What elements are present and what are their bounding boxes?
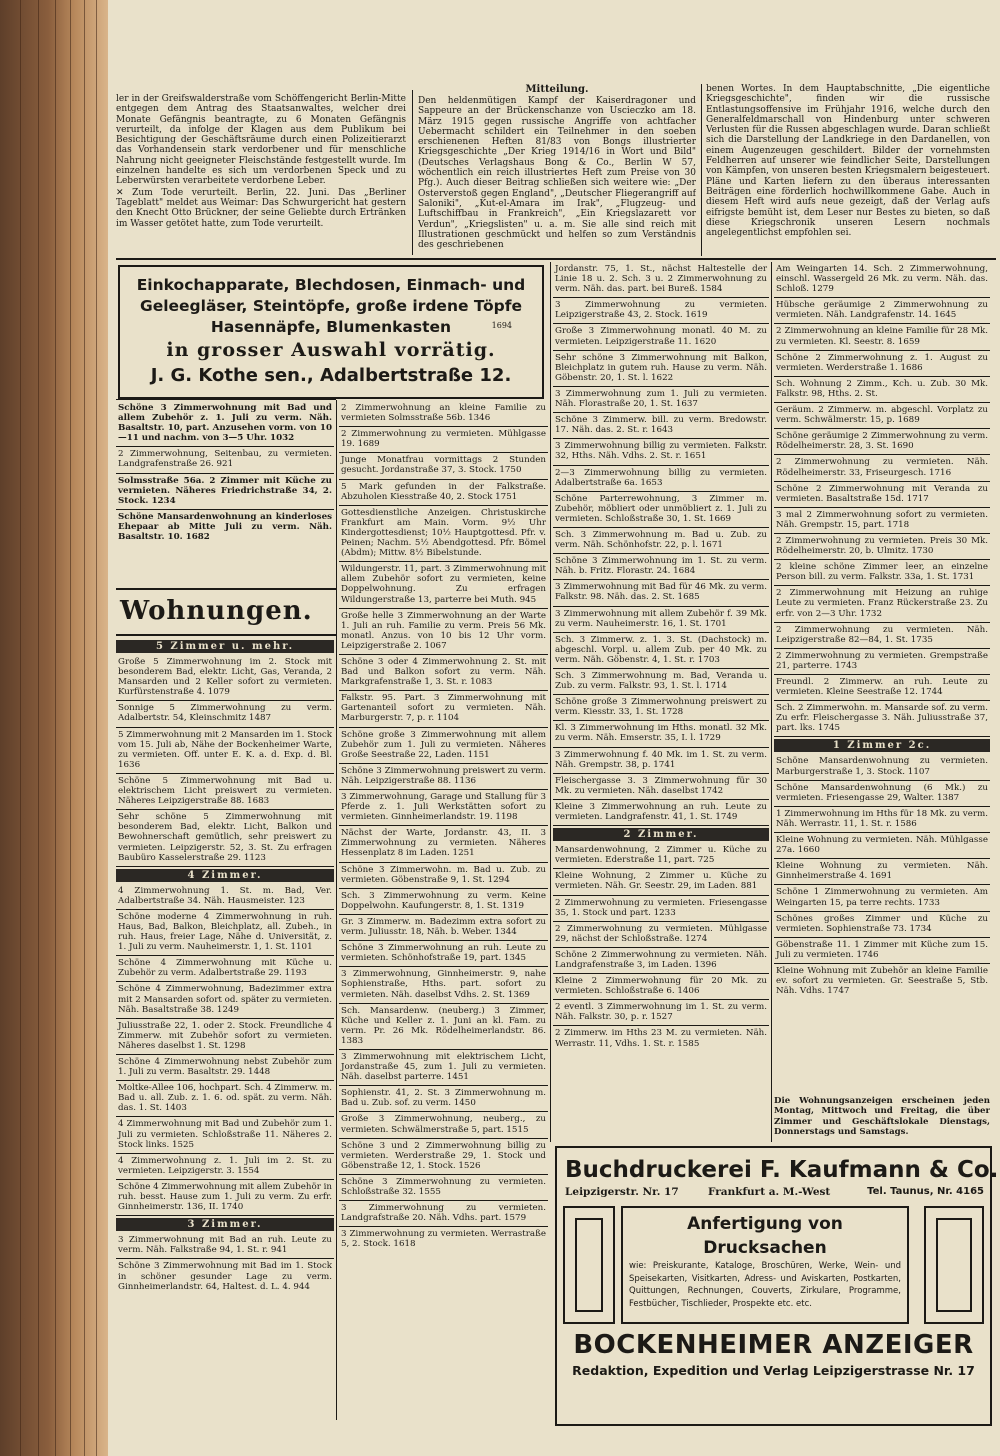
listing-entry: Junge Monatfrau vormittags 2 Stunden gesucht. Jordanstraße 37, 3. Stock. 1750	[339, 453, 548, 479]
listing-entry: 5 Zimmerwohnung mit 2 Mansarden im 1. Stock vom 15. Juli ab, Nähe der Bockenheimer Warte, zu vermieten. Off. unter E. K. a. d. Exp. d. Bl. 1636	[116, 728, 334, 774]
article-col-3	[706, 84, 990, 254]
listing-entry: Sch. 3 Zimmerw. z. 1. 3. St. (Dachstock) m. abgeschl. Vorpl. u. allem Zub. per 40 Mk. zu verm. Näh. Göbenstr. 4, 1. St. r. 1703	[553, 633, 769, 669]
listing-entry: 3 Zimmerwohnung zu vermieten. Werrastraße 5, 2. Stock. 1618	[341, 1229, 546, 1250]
kaufmann-city: Frankfurt a. M.-West	[708, 1186, 831, 1198]
publication-notice	[774, 1096, 990, 1140]
listing-entry: Sonnige 5 Zimmerwohnung zu verm. Adalbertstr. 54, Kleinschmitz 1487	[116, 701, 334, 727]
listing-entry: 2 Zimmerwohnung zu vermieten. Mühlgasse 29, nächst der Schloßstraße. 1274	[553, 922, 769, 948]
listing-entry: Schöne 4 Zimmerwohnung mit allem Zubehör in ruh. besst. Hause zum 1. Juli zu verm. Zu erfr. Ginnheimerstr. 136, II. 1740	[116, 1180, 334, 1216]
newspaper-footer: Redaktion, Expedition und Verlag Leipzigerstrasse Nr. 17	[572, 1363, 975, 1378]
section-bar: 1 Zimmer 2c.	[774, 739, 990, 752]
listing-entry: Kleine 3 Zimmerwohnung an ruh. Leute zu vermieten. Landgrafenstr. 41, 1. St. 1749	[553, 800, 769, 826]
listing-entry: 3 Zimmerwohnung zum 1. Juli zu vermieten. Näh. Florastraße 20, 1. St. 1637	[553, 387, 769, 413]
listing-entry: Schöne 3 Zimmerwohnung im 1. St. zu verm. Näh. b. Fritz. Florastr. 24. 1684	[553, 554, 769, 580]
kothe-line-3: Hasennäpfe, Blumenkasten	[210, 318, 452, 336]
listing-entry: 4 Zimmerwohnung mit Bad und Zubehör zum 1. Juli zu vermieten. Schloßstraße 11. Näheres 2. Stock links. 1525	[116, 1117, 334, 1153]
listing-entry: Kleine Wohnung, 2 Zimmer u. Küche zu vermieten. Näh. Gr. Seestr. 29, im Laden. 881	[553, 869, 769, 895]
notice-text: Die Wohnungsanzeigen erscheinen jeden Montag, Mittwoch und Freitag, die über Zimmer und Geschäftslokale Dienstags, Donnerstags und Samstags.	[774, 1096, 990, 1137]
listing-entry: Schöne 3 Zimmerwohnung mit Bad im 1. Stock in schöner gesunder Lage zu verm. Ginnheimerlandstr. 64, Haltest. d. L. 4. 944	[118, 1261, 332, 1292]
kothe-ad	[118, 265, 544, 399]
listing-entry: Schöne 2 Zimmerwohnung zu vermieten. Näh. Landgrafenstraße 3, im Laden. 1396	[553, 948, 769, 974]
listing-entry: Schöne 4 Zimmerwohnung nebst Zubehör zum 1. Juli zu verm. Basaltstr. 29. 1448	[116, 1055, 334, 1081]
book-binding	[0, 0, 108, 1456]
listing-entry: Schöne Mansardenwohnung (6 Mk.) zu vermieten. Friesengasse 29, Walter. 1387	[774, 781, 990, 807]
listing-entry: Moltke-Allee 106, hochpart. Sch. 4 Zimmerw. m. Bad u. all. Zub. z. 1. 6. od. spät. zu verm. Näh. das. 1. St. 1403	[116, 1081, 334, 1117]
listing-entry: 2 Zimmerwohnung zu vermieten. Mühlgasse 19. 1689	[339, 427, 548, 453]
drucksachen-heading: Anfertigung von Drucksachen	[687, 1214, 843, 1258]
listing-entry: 2 kleine schöne Zimmer leer, an einzelne Person bill. zu verm. Falkstr. 33a, 1. St. 1731	[774, 560, 990, 586]
section-bar: 4 Zimmer.	[116, 869, 334, 882]
print-block	[563, 1206, 984, 1328]
listing-entry: Sophienstr. 41, 2. St. 3 Zimmerwohnung m. Bad u. Zub. sof. zu verm. 1450	[339, 1086, 548, 1112]
listing-entry: Nächst der Warte, Jordanstr. 43, II. 3 Zimmerwohnung zu vermieten. Näheres Hessenplatz 8 im Laden. 1251	[339, 826, 548, 862]
listing-entry: Schöne 3 Zimmerwohnung preiswert zu verm. Näh. Leipzigerstraße 88. 1136	[339, 764, 548, 790]
listing-entry: 3 Zimmerwohnung billig zu vermieten. Falkstr. 32, Hths. Näh. Vdhs. 2. St. r. 1651	[553, 439, 769, 465]
listing-entry: 4 Zimmerwohnung 1. St. m. Bad, Ver. Adalbertstraße 34. Näh. Hausmeister. 123	[116, 884, 334, 910]
listing-entry: Sch. 2 Zimmerwohn. m. Mansarde sof. zu verm. Zu erfr. Fleischergasse 3. Näh. Juliusstraße 37, part. lks. 1745	[774, 701, 990, 737]
listing-entry: 3 Zimmerwohnung mit Bad an ruh. Leute zu verm. Näh. Falkstraße 94, 1. St. r. 941	[116, 1233, 334, 1259]
listing-entry: Schöne 5 Zimmerwohnung mit Bad u. elektrischem Licht preiswert zu vermieten. Näheres Leipzigerstraße 88. 1683	[116, 774, 334, 810]
article-paragraph: Den heldenmütigen Kampf der Kaiserdragoner und Sappeure an der Brückenschanze von Uscieczko am 18. März 1915 gegen russische Angriffe von achtfacher Uebermacht schildert ein Teilnehmer in den soeben erschienenen Heften 81/83 von Bongs illustrierter Kriegsgeschichte „Der Krieg 1914/16 in Wort und Bild" (Deutsches Verlagshaus Bong & Co., Berlin W 57, wöchentlich ein reich illustriertes Heft zum Preise von 30 Pfg.). Auch dieser Beitrag schließen sich weitere wie: „Der Osterverstoß gegen England", „Deutscher Fliegerangriff auf Saloniki", „Kut-el-Amara im Irak", „Flugzeug- und Luftschiffbau in Frankreich", „Ein Kriegslazarett vor Verdun", „Kriegslisten" u. a. m. Sie alle sind reich mit Illustrationen geschmückt und helfen so zum Verständnis des geschriebenen	[418, 96, 696, 251]
listing-entry: Schöne 3 Zimmerwohnung an ruh. Leute zu vermieten. Schönhofstraße 19, part. 1345	[339, 941, 548, 967]
listing-entry: Schöne 2 Zimmerwohnung z. 1. August zu vermieten. Werderstraße 1. 1686	[774, 351, 990, 377]
listing-entry: Mansardenwohnung, 2 Zimmer u. Küche zu vermieten. Ederstraße 11, part. 725	[553, 843, 769, 869]
ad-column-a-top	[116, 401, 334, 585]
kaufmann-phone: Tel. Taunus, Nr. 4165	[867, 1186, 984, 1197]
listing-entry: Kleine 2 Zimmerwohnung für 20 Mk. zu vermieten. Schloßstraße 6. 1406	[553, 974, 769, 1000]
listing-entry: Schöne 3 Zimmerwohn. m. Bad u. Zub. zu vermieten. Göbenstraße 9, 1. St. 1294	[339, 863, 548, 889]
listing-entry: Falkstr. 95. Part. 3 Zimmerwohnung mit Gartenanteil sofort zu vermieten. Näh. Marburgerstr. 7, p. r. 1104	[339, 691, 548, 727]
listing-entry: 3 Zimmerwohnung, Garage und Stallung für 3 Pferde z. 1. Juli Werkstätten sofort zu vermieten. Ginnheimerlandstr. 19. 1198	[339, 790, 548, 826]
listing-entry: Sch. 3 Zimmerwohnung m. Bad, Veranda u. Zub. zu verm. Falkstr. 93, 1. St. l. 1714	[553, 669, 769, 695]
listing-entry: 3 Zimmerwohnung, Ginnheimerstr. 9, nahe Sophienstraße, Hths. part. sofort zu vermieten. Näh. daselbst Vdhs. 2. St. 1369	[339, 967, 548, 1003]
listing-entry: Schöne Mansardenwohnung zu vermieten. Marburgerstraße 1, 3. Stock. 1107	[774, 754, 990, 780]
listing-entry: Jordanstr. 75, 1. St., nächst Haltestelle der Linie 18 u. 2. Sch. 3 u. 2 Zimmerwohnung zu verm. Näh. das. part. bei Bureß. 1584	[553, 262, 769, 298]
newspaper-name: BOCKENHEIMER ANZEIGER	[573, 1330, 974, 1360]
listing-entry: 2 Zimmerwohnung zu vermieten. Näh. Leipzigerstraße 82—84, 1. St. 1735	[774, 623, 990, 649]
section-rule	[116, 588, 336, 590]
listing-entry: Große 5 Zimmerwohnung im 2. Stock mit besonderem Bad, elektr. Licht, Gas, Veranda, 2 Mansarden und 2 Keller sofort zu vermieten. Kurfürstenstraße 4. 1079	[116, 655, 334, 701]
listing-entry: 2 Zimmerw. im Hths 23 M. zu vermieten. Näh. Werrastr. 11, Vdhs. 1. St. r. 1585	[555, 1028, 767, 1049]
listing-entry: Große helle 3 Zimmerwohnung an der Warte 1. Juli an ruh. Familie zu verm. Preis 56 Mk. monatl. Anzus. von 10 bis 12 Uhr vorm. Leipzigerstraße 2. 1067	[339, 609, 548, 655]
listing-entry: Sch. Mansardenw. (neuberg.) 3 Zimmer, Küche und Keller z. 1. Juni an kl. Fam. zu verm. Pr. 26 Mk. Rödelheimerlandstr. 86. 1383	[339, 1004, 548, 1050]
article-col-1	[116, 94, 406, 254]
listing-entry: Schöne Mansardenwohnung an kinderloses Ehepaar ab Mitte Juli zu verm. Näh. Basaltstr. 10. 1682	[118, 511, 332, 543]
section-rule	[116, 258, 996, 260]
listing-entry: Hübsche geräumige 2 Zimmerwohnung zu vermieten. Näh. Landgrafenstr. 14. 1645	[774, 298, 990, 324]
listing-entry: 2 Zimmerwohnung zu vermieten. Preis 30 Mk. Rödelheimerstr. 20, b. Ulmitz. 1730	[774, 534, 990, 560]
listing-entry: Sehr schöne 3 Zimmerwohnung mit Balkon, Bleichplatz in gutem ruh. Hause zu verm. Näh. Göbenstr. 20, 1. St. l. 1622	[553, 351, 769, 387]
article-col-2	[418, 84, 696, 256]
section-rule	[116, 634, 336, 636]
listing-entry: 3 Zimmerwohnung mit allem Zubehör f. 39 Mk. zu verm. Nauheimerstr. 16, 1. St. 1701	[553, 607, 769, 633]
listing-entry: Gottesdienstliche Anzeigen. Christuskirche Frankfurt am Main. Vorm. 9½ Uhr Kindergottesdienst; 10½ Hauptgottesd. Pfr. v. Peinen; Nachm. 5½ Abendgottesd. Pfr. Bömel (Abdm); Mittw. 8½ Bibelstunde.	[339, 506, 548, 562]
listing-entry: Solmsstraße 56a. 2 Zimmer mit Küche zu vermieten. Näheres Friedrichstraße 34, 2. Stock. 1234	[116, 474, 334, 510]
ornament-right	[924, 1206, 984, 1324]
kaufmann-street: Leipzigerstr. Nr. 17	[565, 1186, 679, 1198]
listing-entry: 2 eventl. 3 Zimmerwohnung im 1. St. zu verm. Näh. Falkstr. 30, p. r. 1527	[553, 1000, 769, 1026]
listing-entry: 2 Zimmerwohnung an kleine Familie für 28 Mk. zu vermieten. Kl. Seestr. 8. 1659	[774, 324, 990, 350]
listing-entry: 2 Zimmerwohnung zu vermieten. Näh. Rödelheimerstr. 33, Friseurgesch. 1716	[774, 455, 990, 481]
column-rule	[412, 90, 413, 255]
listing-entry: 1 Zimmerwohnung im Hths für 18 Mk. zu verm. Näh. Werrastr. 11, 1. St. r. 1586	[774, 807, 990, 833]
column-rule	[336, 400, 337, 1420]
section-bar: 5 Zimmer u. mehr.	[116, 640, 334, 653]
listing-entry: Große 3 Zimmerwohnung, neuberg., zu vermieten. Schwälmerstraße 5, part. 1515	[339, 1112, 548, 1138]
listing-entry: Schöne große 3 Zimmerwohnung preiswert zu verm. Kiesstr. 33, 1. St. 1728	[553, 695, 769, 721]
listing-entry: 3 Zimmerwohnung zu vermieten. Leipzigerstraße 43, 2. Stock. 1619	[553, 298, 769, 324]
ad-column-b	[339, 401, 548, 1422]
listing-entry: Schöne 1 Zimmerwohnung zu vermieten. Am Weingarten 15, pa terre rechts. 1733	[774, 885, 990, 911]
article-paragraph: ✕ Zum Tode verurteilt. Berlin, 22. Juni. Das „Berliner Tageblatt" meldet aus Weimar: Das Schwurgericht hat gestern den Knecht Otto Brückner, der seine Geliebte durch Ertränken im Wasser getötet hatte, zum Tode verurteilt.	[116, 187, 406, 229]
drucksachen-box	[621, 1206, 909, 1324]
listing-entry: Schöne 3 oder 4 Zimmerwohnung 2. St. mit Bad und Balkon sofort zu verm. Näh. Markgrafenstraße 1, 3. St. r. 1083	[339, 655, 548, 691]
listing-entry: Schöne 3 Zimmerwohnung zu vermieten. Schloßstraße 32. 1555	[339, 1175, 548, 1201]
listing-entry: Schöne 4 Zimmerwohnung, Badezimmer extra mit 2 Mansarden sofort od. später zu vermieten. Näh. Basaltstraße 38. 1249	[116, 982, 334, 1018]
listing-entry: Schöne 3 Zimmerwohnung mit Bad und allem Zubehör z. 1. Juli zu verm. Näh. Basaltstr. 10, part. Anzusehen vorm. von 10—11 und nachm. von 3—5 Uhr. 1032	[116, 401, 334, 447]
column-rule	[771, 262, 772, 1142]
listing-entry: Göbenstraße 11. 1 Zimmer mit Küche zum 15. Juli zu vermieten. 1746	[774, 938, 990, 964]
column-rule	[550, 262, 551, 1142]
listing-entry: 3 mal 2 Zimmerwohnung sofort zu vermieten. Näh. Grempstr. 15, part. 1718	[774, 508, 990, 534]
ad-number: 1694	[491, 321, 512, 330]
listing-entry: Schöne Parterrewohnung, 3 Zimmer m. Zubehör, möbliert oder unmöbliert z. 1. Juli zu vermieten. Schloßstraße 30, 1. St. 1669	[553, 492, 769, 528]
kothe-line-1: Einkochapparate, Blechdosen, Einmach- und	[136, 276, 526, 294]
section-bar: 3 Zimmer.	[116, 1218, 334, 1231]
kothe-line-2: Geleegläser, Steintöpfe, große irdene Töpfe	[139, 297, 523, 315]
ad-column-c	[553, 262, 769, 1142]
listing-entry: Schönes großes Zimmer und Küche zu vermieten. Sophienstraße 73. 1734	[774, 912, 990, 938]
listing-entry: 3 Zimmerwohnung zu vermieten. Landgrafstraße 20. Näh. Vdhs. part. 1579	[339, 1201, 548, 1227]
ad-column-d	[774, 262, 990, 1092]
notice-heading: Mitteilung.	[525, 84, 589, 95]
listing-entry: 3 Zimmerwohnung mit elektrischem Licht, Jordanstraße 45, zum 1. Juli zu vermieten. Näh. daselbst parterre. 1451	[339, 1050, 548, 1086]
listing-entry: 2 Zimmerwohnung, Seitenbau, zu vermieten. Landgrafenstraße 26. 921	[116, 447, 334, 473]
kaufmann-ad	[555, 1146, 999, 1426]
listing-entry: Sch. 3 Zimmerwohnung zu verm. Keine Doppelwohn. Kaufungerstr. 8, 1. St. 1319	[339, 889, 548, 915]
listing-entry: Am Weingarten 14. Sch. 2 Zimmerwohnung, einschl. Wassergeld 26 Mk. zu verm. Näh. das. Schloß. 1279	[774, 262, 990, 298]
wohnungen-heading: Wohnungen.	[120, 596, 313, 626]
ad-column-a-bottom	[116, 638, 334, 1422]
kothe-line-4: in grosser Auswahl vorrätig.	[166, 339, 496, 361]
listing-entry: Schöne geräumige 2 Zimmerwohnung zu verm. Rödelheimerstr. 28, 3. St. 1690	[774, 429, 990, 455]
article-paragraph: ler in der Greifswalderstraße vom Schöffengericht Berlin-Mitte entgegen dem Antrag des Staatsanwaltes, welcher drei Monate Gefängnis beantragte, zu 6 Monaten Gefängnis verurteilt, da infolge der Klagen aus dem Publikum bei Besichtigung der Geschäftsräume durch einen Polizeitierarzt das Vorhandensein stark verdorbener und für menschliche Nahrung nicht geeigneter Fleischstände festgestellt wurde. Im einzelnen handelte es sich um verdorbenen Speck und zu Leberwürsten verarbeitete verdorbene Leber.	[116, 94, 406, 187]
listing-entry: 2 Zimmerwohnung mit Heizung an ruhige Leute zu vermieten. Franz Rückerstraße 23. Zu erfr. von 2—3 Uhr. 1732	[774, 586, 990, 622]
listing-entry: 2—3 Zimmerwohnung billig zu vermieten. Adalbertstraße 6a. 1653	[553, 466, 769, 492]
listing-entry: 2 Zimmerwohnung zu vermieten. Grempstraße 21, parterre. 1743	[774, 649, 990, 675]
listing-entry: 4 Zimmerwohnung z. 1. Juli im 2. St. zu vermieten. Leipzigerstr. 3. 1554	[116, 1154, 334, 1180]
listing-entry: Schöne 2 Zimmerwohnung mit Veranda zu vermieten. Basaltstraße 15d. 1717	[774, 482, 990, 508]
listing-entry: Schöne moderne 4 Zimmerwohnung in ruh. Haus, Bad, Balkon, Bleichplatz, all. Zubeh., in ruh. Haus, freier Lage, Nähe d. Universität, z. 1. Juli zu verm. Nauheimerstr. 1, 1. St. 1101	[116, 910, 334, 956]
section-bar: 2 Zimmer.	[553, 828, 769, 841]
listing-entry: Freundl. 2 Zimmerw. an ruh. Leute zu vermieten. Kleine Seestraße 12. 1744	[774, 675, 990, 701]
listing-entry: Fleischergasse 3. 3 Zimmerwohnung für 30 Mk. zu vermieten. Näh. daselbst 1742	[553, 774, 769, 800]
listing-entry: Sehr schöne 5 Zimmerwohnung mit besonderem Bad, elektr. Licht, Balkon und Bewohnerschaft gemütlich, sehr preiswert zu vermieten. Leipzigerstr. 52, 3. St. Zu erfragen Baubüro Kasselerstraße 29. 1123	[116, 810, 334, 866]
listing-entry: Kleine Wohnung zu vermieten. Näh. Ginnheimerstraße 4. 1691	[774, 859, 990, 885]
listing-entry: 2 Zimmerwohnung zu vermieten. Friesengasse 35, 1. Stock und part. 1233	[553, 896, 769, 922]
ornament-left	[563, 1206, 615, 1324]
kaufmann-name: Buchdruckerei F. Kaufmann & Co.	[565, 1157, 999, 1183]
listing-entry: Juliusstraße 22, 1. oder 2. Stock. Freundliche 4 Zimmerw. mit Zubehör sofort zu vermieten. Näheres daselbst 1. St. 1298	[116, 1019, 334, 1055]
listing-entry: Wildungerstr. 11, part. 3 Zimmerwohnung mit allem Zubehör sofort zu vermieten, keine Doppelwohnung. Zu erfragen Wildungerstraße 13, parterre bei Muth. 945	[339, 562, 548, 608]
listing-entry: Kleine Wohnung zu vermieten. Näh. Mühlgasse 27a. 1660	[774, 833, 990, 859]
listing-entry: Kleine Wohnung mit Zubehör an kleine Familie ev. sofort zu vermieten. Gr. Seestraße 5, Stb. Näh. Vdhs. 1747	[776, 965, 988, 997]
drucksachen-list: wie: Preiskurante, Kataloge, Broschüren, Werke, Wein- und Speisekarten, Visitkarten, Adress- und Aviskarten, Postkarten, Quittungen, Rechnungen, Couverts, Zirkulare, Programme, Festbücher, Tischlieder, Prospekte etc. etc.	[629, 1261, 901, 1309]
listing-entry: Kl. 3 Zimmerwohnung im Hths. monatl. 32 Mk. zu verm. Näh. Emserstr. 35, I. l. 1729	[553, 721, 769, 747]
listing-entry: Große 3 Zimmerwohnung monatl. 40 M. zu vermieten. Leipzigerstraße 11. 1620	[553, 324, 769, 350]
listing-entry: Schöne große 3 Zimmerwohnung mit allem Zubehör zum 1. Juli zu vermieten. Näheres Große Seestraße 22, Laden. 1151	[339, 728, 548, 764]
listing-entry: Geräum. 2 Zimmerw. m. abgeschl. Vorplatz zu verm. Schwälmerstr. 15, p. 1689	[774, 403, 990, 429]
column-rule	[701, 84, 702, 256]
listing-entry: Schöne 3 und 2 Zimmerwohnung billig zu vermieten. Werderstraße 29, 1. Stock und Göbenstraße 12, 1. Stock. 1526	[339, 1139, 548, 1175]
listing-entry: Sch. 3 Zimmerwohnung m. Bad u. Zub. zu verm. Näh. Schönhofstr. 22, p. l. 1671	[553, 528, 769, 554]
listing-entry: Gr. 3 Zimmerw. m. Badezimm extra sofort zu verm. Juliusstr. 18, Näh. b. Weber. 1344	[339, 915, 548, 941]
kothe-line-5: J. G. Kothe sen., Adalbertstraße 12.	[150, 365, 512, 386]
listing-entry: Schöne 3 Zimmerw. bill. zu verm. Bredowstr. 17. Näh. das. 2. St. r. 1643	[553, 413, 769, 439]
article-paragraph: benen Wortes. In dem Hauptabschnitte, „Die eigentliche Kriegsgeschichte", finden wir die russische Entlastungsoffensive im Frühjahr 1916, welche durch den Generalfeldmarschall von Hindenburg unter schweren Verlusten für die Russen abgeschlagen wurde. Daran schließt sich die Darstellung der Landkriege in den Dardanellen, von einem Augenzeugen geschildert. Bilder der vornehmsten Feldherren auf unserer wie feindlicher Seite, Darstellungen von Kämpfen, von unseren besten Kriegsmalern beigesteuert. Pläne und Karten liefern zu den überaus interessanten Beiträgen eine förderlich hochwillkommene Gabe. Auch in diesem Heft wird aufs neue gezeigt, daß der Verlag aufs eifrigste bemüht ist, dem Leser nur Bestes zu bieten, so daß diese Kriegschronik unseren Lesern nochmals angelegentlichst empfohlen sei.	[706, 84, 990, 239]
listing-entry: 5 Mark gefunden in der Falkstraße. Abzuholen Kiesstraße 40, 2. Stock 1751	[339, 480, 548, 506]
listing-entry: Sch. Wohnung 2 Zimm., Kch. u. Zub. 30 Mk. Falkstr. 98, Hths. 2. St.	[774, 377, 990, 403]
listing-entry: Schöne 4 Zimmerwohnung mit Küche u. Zubehör zu verm. Adalbertstraße 29. 1193	[116, 956, 334, 982]
listing-entry: 3 Zimmerwohnung mit Bad für 46 Mk. zu verm. Falkstr. 98. Näh. das. 2. St. 1685	[553, 580, 769, 606]
listing-entry: 2 Zimmerwohnung an kleine Familie zu vermieten Solmsstraße 56b. 1346	[339, 401, 548, 427]
listing-entry: 3 Zimmerwohnung f. 40 Mk. im 1. St. zu verm. Näh. Grempstr. 38, p. 1741	[553, 748, 769, 774]
section-rule	[116, 399, 336, 400]
